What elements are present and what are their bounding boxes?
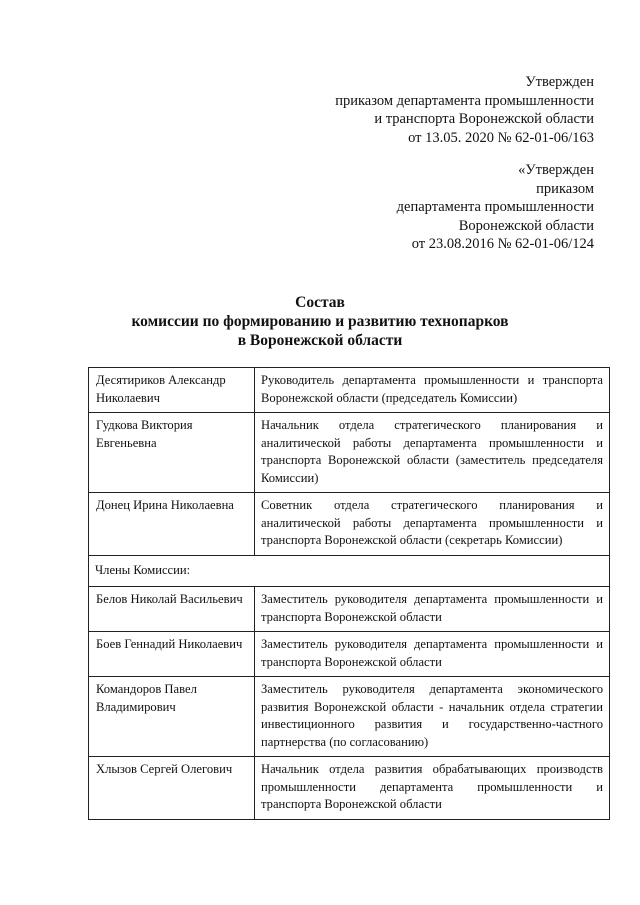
member-role: Начальник отдела стратегического планирования и аналитической работы департамента промышленности и транспорта Воронежской области (заместитель председателя Комиссии) bbox=[255, 413, 610, 493]
table-row-section bbox=[89, 555, 610, 587]
table-row bbox=[89, 493, 610, 556]
approval-block-previous bbox=[397, 161, 594, 254]
member-role: Заместитель руководителя департамента промышленности и транспорта Воронежской области bbox=[255, 587, 610, 632]
approval-block-current bbox=[335, 73, 594, 147]
document-subtitle-region: в Воронежской области bbox=[237, 332, 403, 349]
approval-line: «Утвержден bbox=[518, 162, 594, 178]
approval-line: Утвержден bbox=[525, 74, 594, 90]
approval-line: департамента промышленности bbox=[396, 199, 594, 215]
member-name: Боев Геннадий Николаевич bbox=[89, 632, 255, 677]
member-name: Белов Николай Васильевич bbox=[89, 587, 255, 632]
table-row bbox=[89, 368, 610, 413]
approval-line: и транспорта Воронежской области bbox=[374, 111, 594, 127]
table-row bbox=[89, 632, 610, 677]
member-name: Десятириков Александр Николаевич bbox=[89, 368, 255, 413]
member-role: Заместитель руководителя департамента промышленности и транспорта Воронежской области bbox=[255, 632, 610, 677]
member-name: Командоров Павел Владимирович bbox=[89, 677, 255, 757]
approval-line: приказом департамента промышленности bbox=[335, 92, 594, 109]
member-role: Заместитель руководителя департамента экономического развития Воронежской области - начальник отдела стратегии инвестиционного развития и государственно-частного партнерства (по согласованию) bbox=[255, 677, 610, 757]
commission-table bbox=[88, 367, 610, 820]
approval-line: Воронежской области bbox=[458, 217, 594, 234]
approval-order-number: от 23.08.2016 № 62-01-06/124 bbox=[411, 236, 594, 252]
member-name: Хлызов Сергей Олегович bbox=[89, 757, 255, 820]
table-row bbox=[89, 757, 610, 820]
member-role: Руководитель департамента промышленности и транспорта Воронежской области (председатель Комиссии) bbox=[255, 368, 610, 413]
document-subtitle: комиссии по формированию и развитию технопарков bbox=[131, 313, 509, 330]
member-name: Донец Ирина Николаевна bbox=[89, 493, 255, 556]
approval-line: приказом bbox=[536, 180, 594, 197]
approval-order-number: от 13.05. 2020 № 62-01-06/163 bbox=[408, 129, 594, 146]
table-row bbox=[89, 587, 610, 632]
members-heading: Члены Комиссии: bbox=[89, 555, 610, 587]
table-row bbox=[89, 677, 610, 757]
member-role: Начальник отдела развития обрабатывающих производств промышленности департамента промышленности и транспорта Воронежской области bbox=[255, 757, 610, 820]
document-title: Состав bbox=[295, 294, 345, 311]
table-row bbox=[89, 413, 610, 493]
member-name: Гудкова Виктория Евгеньевна bbox=[89, 413, 255, 493]
member-role: Советник отдела стратегического планирования и аналитической работы департамента промышленности и транспорта Воронежской области (секретарь Комиссии) bbox=[255, 493, 610, 556]
